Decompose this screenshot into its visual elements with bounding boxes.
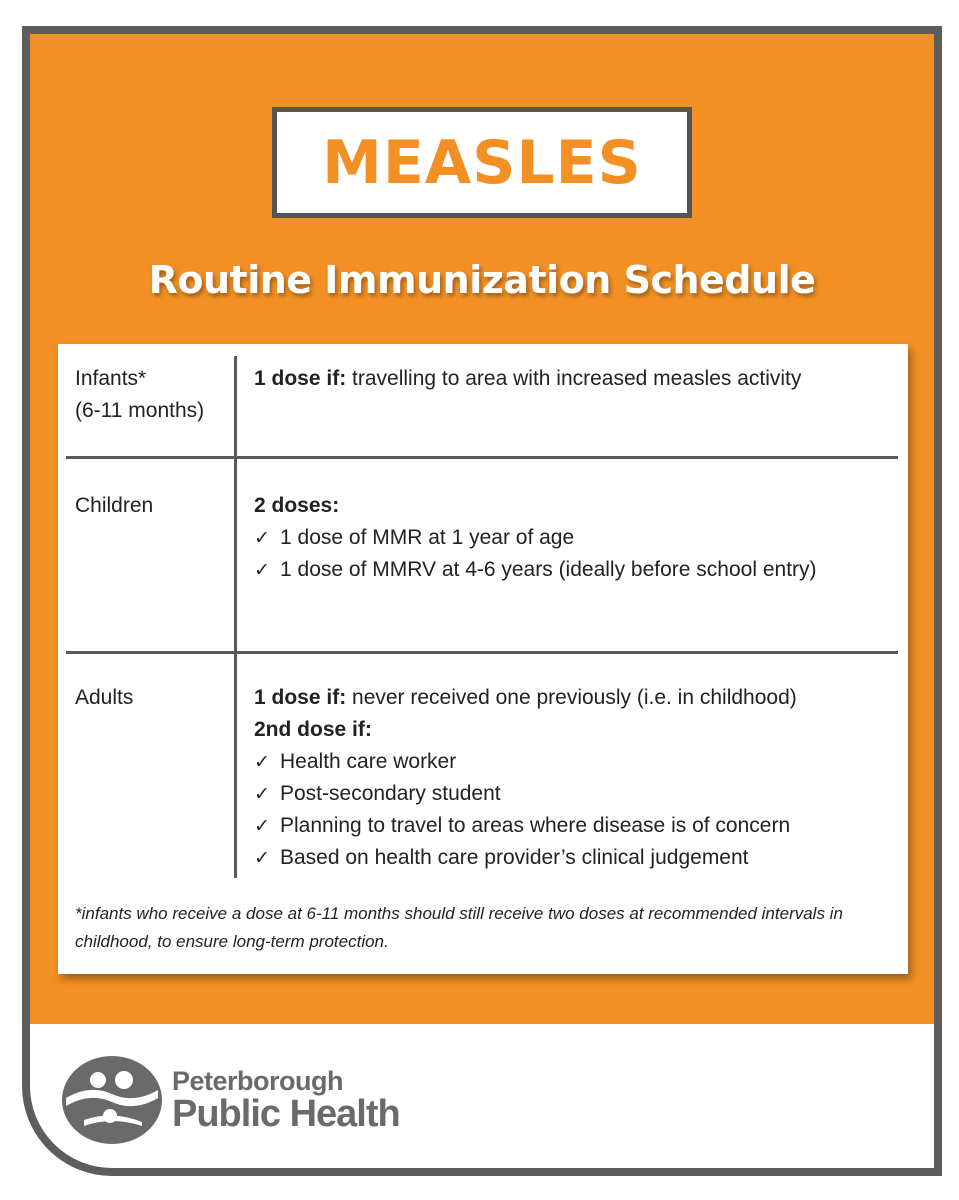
brand-logo — [60, 1054, 400, 1146]
row-content-infants — [254, 363, 894, 395]
column-divider — [234, 356, 237, 878]
poster-frame — [22, 26, 942, 1176]
list-item-text: Health care worker — [280, 750, 457, 773]
footnote: *infants who receive a dose at 6-11 months should still receive two doses at recommended intervals in childhood, to ensure long-term protection. — [75, 904, 843, 951]
checkmark-icon: ✓ — [254, 783, 270, 805]
row-label-line: Adults — [75, 686, 134, 709]
dose-heading — [254, 714, 894, 746]
checkmark-icon: ✓ — [254, 559, 270, 581]
dose-text: travelling to area with increased measles activity — [346, 367, 802, 390]
list-item-text: Based on health care provider’s clinical judgement — [280, 846, 749, 869]
list-item-text: Planning to travel to areas where disease is of concern — [280, 814, 791, 837]
dose-label: 1 dose if: — [254, 367, 347, 390]
title-box — [272, 107, 692, 218]
page-title: MEASLES — [322, 127, 642, 198]
row-label-infants — [75, 363, 204, 427]
row-content-children — [254, 490, 894, 586]
row-label-adults — [75, 682, 133, 714]
dose-heading — [254, 490, 894, 522]
row-divider-1 — [66, 456, 898, 459]
checkmark-icon: ✓ — [254, 847, 270, 869]
checkmark-icon: ✓ — [254, 815, 270, 837]
checkmark-icon: ✓ — [254, 751, 270, 773]
logo-wordmark — [172, 1067, 400, 1133]
dose-heading-text: 2nd dose if: — [254, 718, 372, 741]
row-label-children — [75, 490, 153, 522]
list-item — [254, 522, 894, 554]
row-label-line: Infants* — [75, 367, 147, 390]
orange-panel — [30, 34, 934, 1024]
row-content-adults — [254, 682, 894, 874]
row-label-line: (6-11 months) — [75, 399, 205, 422]
checkmark-icon: ✓ — [254, 527, 270, 549]
list-item-text: Post-secondary student — [280, 782, 501, 805]
logo-line-2: Public Health — [172, 1093, 400, 1135]
list-item-text: 1 dose of MMRV at 4-6 years (ideally before school entry) — [280, 558, 817, 581]
row-label-line: Children — [75, 494, 154, 517]
dose-heading-text: 2 doses: — [254, 494, 340, 517]
schedule-table — [58, 344, 908, 974]
dose-line — [254, 363, 894, 395]
list-item — [254, 554, 860, 586]
peterborough-public-health-logo-icon — [60, 1054, 164, 1146]
dose-label: 1 dose if: — [254, 686, 347, 709]
list-item — [254, 842, 894, 874]
dose-text: never received one previously (i.e. in childhood) — [346, 686, 797, 709]
list-item — [254, 810, 894, 842]
list-item-text: 1 dose of MMR at 1 year of age — [280, 526, 575, 549]
list-item — [254, 778, 894, 810]
row-divider-2 — [66, 651, 898, 654]
dose-line — [254, 682, 894, 714]
list-item — [254, 746, 894, 778]
page-subtitle: Routine Immunization Schedule — [148, 258, 816, 302]
logo-line-1: Peterborough — [172, 1066, 344, 1096]
